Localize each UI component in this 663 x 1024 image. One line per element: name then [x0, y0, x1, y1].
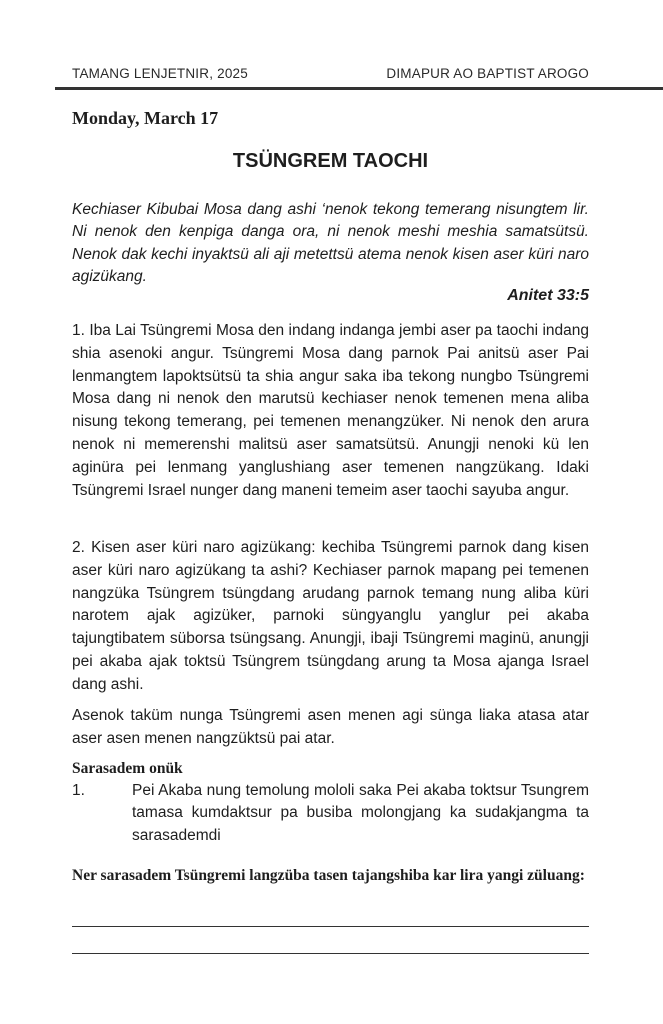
body-paragraph-1: 1. Iba Lai Tsüngremi Mosa den indang indanga jembi aser pa taochi indang shia asenoki angur. Tsüngremi Mosa dang parnok Pai anitsü aser Pai lenmangtem lapoktsütsü ta shia angur saka iba tekong nungbo Tsüngremi Mosa dang ni nenok den marutsü kechiaser nenok temenen mena aliba nisung tekong temerang, pei temenen menangzüker. Ni nenok den arura nenok ni memerenshi malitsü aser samatsütsü. Anungji nenoki kü len aginüra pei lenmang yanglushiang aser temenen nangzükang. Idaki Tsüngremi Israel nunger dang maneni temeim aser taochi sayuba angur. [72, 322, 589, 499]
header-publication-title: TAMANG LENJETNIR, 2025 [72, 66, 248, 81]
reflection-question: Ner sarasadem Tsüngremi langzüba tasen tajangshiba kar lira yangi züluang: [72, 867, 585, 884]
prayer-point-text: Pei Akaba nung temolung mololi saka Pei akaba toktsur Tsungrem tamasa kumdaktsur pa busiba molongjang ka sudakjangma ta sarasademdi [132, 782, 589, 844]
entry-title: TSÜNGREM TAOCHI [232, 150, 429, 172]
prayer-point-number: 1. [72, 782, 85, 799]
scripture-verse: Kechiaser Kibubai Mosa dang ashi ‘nenok tekong temerang nisungtem lir. Ni nenok den kenpiga danga ora, ni nenok meshi meshia samatsütsü. Nenok dak kechi inyaktsü ali aji metettsü atema nenok kisen aser küri naro agizükang. [72, 201, 589, 285]
header-divider [55, 87, 663, 90]
body-paragraph-2: 2. Kisen aser küri naro agizükang: kechiba Tsüngremi parnok dang kisen aser küri naro agizükang ta ashi? Kechiaser parnok mapang pei temenen nangzüka Tsüngrem tsüngdang arudang parnok temang nung aliba küri narotem ajak agizüker, parnoki süngyanglu yanglur pei akaba tajungtibatem süborsa tsüngsang. Anungji, ibaji Tsüngremi maginü, anungji pei akaba ajak toktsü Tsüngrem tsüngdang arung ta Mosa ajanga Israel dang ashi. [72, 539, 589, 693]
prayer-points-heading: Sarasadem onük [72, 760, 183, 777]
answer-line-1[interactable] [72, 926, 589, 927]
prayer-point-item [72, 780, 589, 847]
scripture-reference: Anitet 33:5 [507, 287, 589, 304]
entry-date: Monday, March 17 [72, 108, 219, 128]
header-organization: DIMAPUR AO BAPTIST AROGO [386, 66, 589, 81]
answer-line-2[interactable] [72, 953, 589, 954]
page-header [72, 66, 589, 81]
body-paragraph-3: Asenok taküm nunga Tsüngremi asen menen agi sünga liaka atasa atar aser asen menen nangzüktsü pai atar. [72, 707, 589, 747]
